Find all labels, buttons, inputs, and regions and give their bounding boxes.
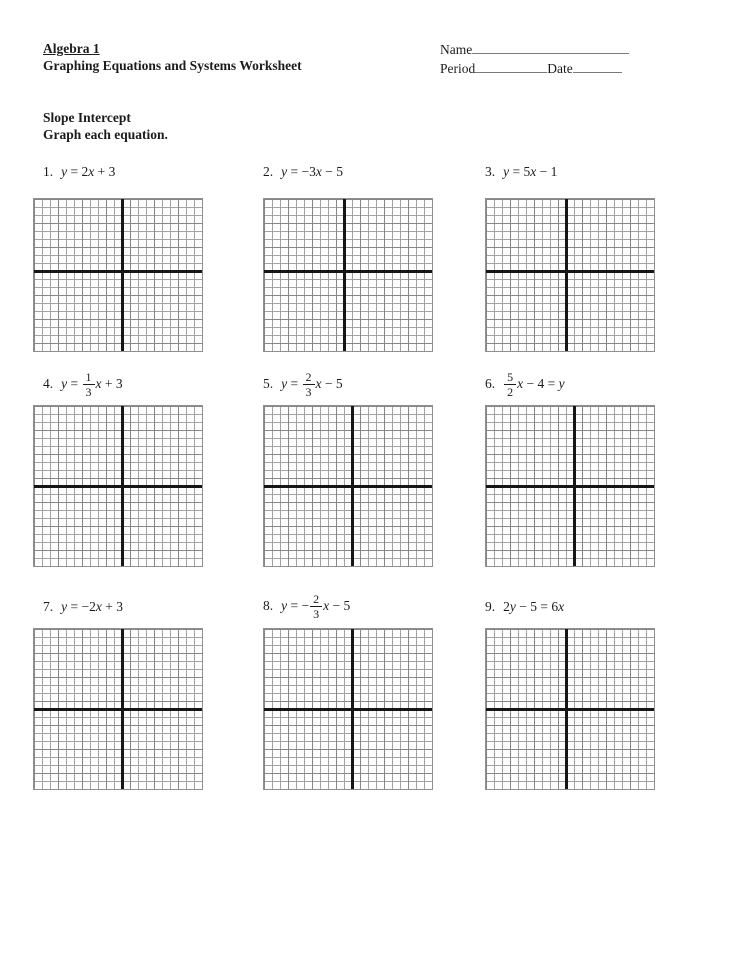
equation-expression bbox=[281, 164, 343, 179]
y-axis bbox=[565, 199, 568, 351]
equation-row bbox=[485, 363, 565, 407]
date-label: Date bbox=[547, 61, 573, 76]
equation bbox=[485, 370, 565, 400]
fraction-numerator: 1 bbox=[83, 370, 95, 385]
equation-row bbox=[263, 363, 343, 407]
equation-text: − 5 bbox=[321, 376, 343, 392]
course-title: Algebra 1 bbox=[43, 41, 100, 56]
coordinate-grid bbox=[33, 405, 203, 567]
x-axis bbox=[264, 485, 432, 488]
fraction bbox=[83, 370, 95, 400]
date-blank-line bbox=[573, 59, 622, 73]
x-axis bbox=[486, 270, 654, 273]
equation-expression bbox=[61, 370, 123, 399]
x-axis bbox=[34, 708, 202, 711]
coordinate-grid bbox=[263, 628, 433, 790]
problem-number: 2. bbox=[263, 164, 274, 179]
equation-text: − 4 = bbox=[523, 376, 559, 392]
fraction-denominator: 3 bbox=[85, 385, 92, 399]
problem-number: 5. bbox=[263, 376, 274, 392]
equation-row bbox=[263, 585, 350, 629]
equation-variable: x bbox=[315, 376, 322, 392]
period-blank-line bbox=[475, 59, 547, 73]
equation-text: = bbox=[287, 376, 302, 392]
y-axis bbox=[343, 199, 346, 351]
equation-text: + 3 bbox=[101, 599, 123, 614]
equation-variable: x bbox=[88, 164, 95, 179]
name-label: Name bbox=[440, 42, 473, 57]
equation-row bbox=[485, 150, 557, 194]
equation-text: + 3 bbox=[94, 164, 116, 179]
equation-expression bbox=[281, 370, 343, 399]
equation bbox=[43, 164, 115, 180]
equation-row bbox=[43, 363, 123, 407]
fraction-numerator: 2 bbox=[303, 370, 315, 385]
equation-text: 2 bbox=[503, 599, 510, 614]
equation-text: = − bbox=[287, 598, 310, 614]
coordinate-grid bbox=[33, 198, 203, 352]
equation-variable: y bbox=[281, 376, 288, 392]
equation-variable: x bbox=[315, 164, 322, 179]
problem-number: 3. bbox=[485, 164, 496, 179]
fraction-numerator: 5 bbox=[504, 370, 516, 385]
equation-expression bbox=[503, 164, 557, 179]
equation bbox=[263, 164, 343, 180]
problem-number: 7. bbox=[43, 599, 54, 614]
equation bbox=[263, 370, 343, 400]
equation-variable: y bbox=[61, 376, 68, 392]
equation-variable: y bbox=[281, 598, 288, 614]
problem-number: 4. bbox=[43, 376, 54, 392]
equation-text: = 5 bbox=[509, 164, 531, 179]
equation-text: = −2 bbox=[67, 599, 96, 614]
y-axis bbox=[121, 199, 124, 351]
x-axis bbox=[34, 485, 202, 488]
coordinate-grid bbox=[263, 405, 433, 567]
equation bbox=[485, 599, 564, 615]
fraction-denominator: 3 bbox=[313, 607, 320, 621]
equation-variable: y bbox=[503, 164, 510, 179]
equation-variable: y bbox=[61, 599, 68, 614]
equation-text: − 5 = 6 bbox=[515, 599, 559, 614]
equation-row bbox=[485, 585, 564, 629]
x-axis bbox=[264, 270, 432, 273]
period-label: Period bbox=[440, 61, 476, 76]
name-blank-line bbox=[472, 40, 629, 54]
section-heading: Slope Intercept bbox=[43, 110, 131, 125]
section-head bbox=[43, 109, 168, 143]
equation-row bbox=[43, 585, 123, 629]
equation-variable: x bbox=[530, 164, 537, 179]
equation-variable: x bbox=[558, 599, 565, 614]
fraction bbox=[303, 370, 315, 400]
fraction bbox=[504, 370, 516, 400]
equation-variable: x bbox=[95, 376, 102, 392]
worksheet-title: Graphing Equations and Systems Worksheet bbox=[43, 58, 302, 73]
equation-text: − 5 bbox=[321, 164, 343, 179]
coordinate-grid bbox=[485, 405, 655, 567]
equation-variable: y bbox=[61, 164, 68, 179]
equation-text: + 3 bbox=[101, 376, 123, 392]
problem-number: 9. bbox=[485, 599, 496, 614]
x-axis bbox=[264, 708, 432, 711]
period-date-row bbox=[440, 59, 629, 78]
equation-variable: y bbox=[558, 376, 565, 392]
equation-row bbox=[263, 150, 343, 194]
equation-expression bbox=[281, 592, 351, 621]
header-left bbox=[43, 40, 302, 74]
header-right bbox=[440, 40, 629, 78]
fraction-denominator: 2 bbox=[507, 385, 514, 399]
equation bbox=[43, 599, 123, 615]
equation bbox=[263, 592, 350, 622]
coordinate-grid bbox=[485, 198, 655, 352]
problem-number: 6. bbox=[485, 376, 496, 392]
section-instruction: Graph each equation. bbox=[43, 127, 168, 142]
coordinate-grid bbox=[263, 198, 433, 352]
equation-text: − 5 bbox=[329, 598, 351, 614]
coordinate-grid bbox=[33, 628, 203, 790]
equation-text: = −3 bbox=[287, 164, 316, 179]
fraction-numerator: 2 bbox=[310, 592, 322, 607]
fraction-denominator: 3 bbox=[305, 385, 312, 399]
x-axis bbox=[486, 485, 654, 488]
x-axis bbox=[486, 708, 654, 711]
equation-text: = bbox=[67, 376, 82, 392]
equation-variable: x bbox=[95, 599, 102, 614]
problem-number: 1. bbox=[43, 164, 54, 179]
equation-variable: y bbox=[281, 164, 288, 179]
equation-variable: x bbox=[517, 376, 524, 392]
equation-text: − 1 bbox=[536, 164, 558, 179]
problem-number: 8. bbox=[263, 598, 274, 614]
equation bbox=[485, 164, 557, 180]
equation bbox=[43, 370, 123, 400]
equation-row bbox=[43, 150, 115, 194]
fraction bbox=[310, 592, 322, 622]
equation-expression bbox=[61, 599, 123, 614]
equation-expression bbox=[61, 164, 115, 179]
coordinate-grid bbox=[485, 628, 655, 790]
equation-text: = 2 bbox=[67, 164, 89, 179]
x-axis bbox=[34, 270, 202, 273]
equation-expression bbox=[503, 599, 564, 614]
equation-variable: y bbox=[509, 599, 516, 614]
name-row bbox=[440, 40, 629, 59]
equation-variable: x bbox=[323, 598, 330, 614]
equation-expression bbox=[503, 370, 565, 399]
